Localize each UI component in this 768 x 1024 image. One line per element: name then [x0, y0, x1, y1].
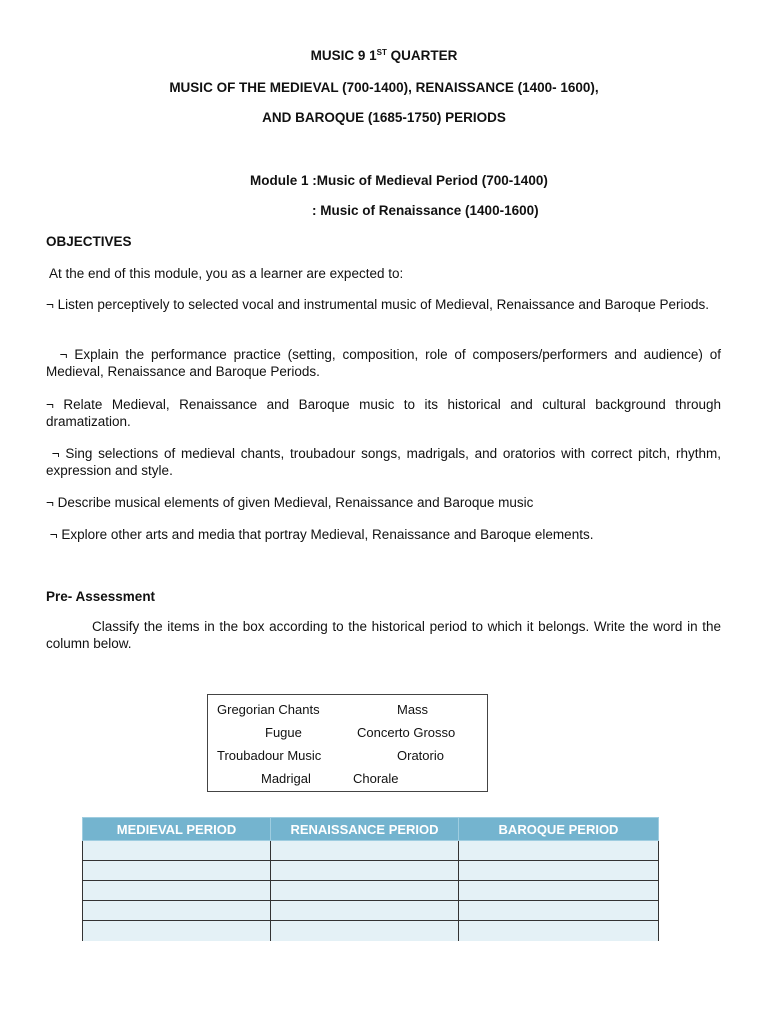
- table-cell[interactable]: [459, 921, 659, 942]
- table-cell[interactable]: [271, 861, 459, 881]
- table-row: [83, 841, 659, 861]
- preassessment-instruction: Classify the items in the box according to the historical period to which it belongs. Write the word in the column below.: [46, 619, 721, 651]
- table-cell[interactable]: [83, 861, 271, 881]
- objective-item: ¬ Sing selections of medieval chants, troubadour songs, madrigals, and oratorios with correct pitch, rhythm, expression and style.: [46, 446, 725, 478]
- word-box-item: Chorale: [353, 771, 399, 786]
- document-title: [0, 48, 768, 63]
- title-rest: QUARTER: [386, 48, 458, 63]
- word-box-item: Mass: [397, 702, 429, 717]
- objectives-heading: OBJECTIVES: [46, 234, 132, 249]
- title-main: MUSIC 9 1: [310, 48, 377, 63]
- module-line1: Module 1 :Music of Medieval Period (700-1400): [250, 173, 548, 188]
- word-box-item: Gregorian Chants: [217, 702, 320, 717]
- table-cell[interactable]: [271, 841, 459, 861]
- word-box-item: Concerto Grosso: [357, 725, 456, 740]
- table-row: [83, 861, 659, 881]
- table-cell[interactable]: [459, 841, 659, 861]
- objective-item: ¬ Relate Medieval, Renaissance and Baroque music to its historical and cultural background through dramatization.: [46, 397, 721, 429]
- objective-item: ¬ Describe musical elements of given Medieval, Renaissance and Baroque music: [46, 495, 534, 510]
- table-row: [83, 881, 659, 901]
- word-box-item: Oratorio: [397, 748, 444, 763]
- module-line2: : Music of Renaissance (1400-1600): [312, 203, 539, 218]
- header-baroque: BAROQUE PERIOD: [459, 818, 659, 841]
- table-row: [83, 901, 659, 921]
- objective-item: ¬ Listen perceptively to selected vocal and instrumental music of Medieval, Renaissance and Baroque Periods.: [46, 297, 709, 312]
- word-box-item: Troubadour Music: [217, 748, 322, 763]
- table-cell[interactable]: [271, 881, 459, 901]
- title-superscript: ST: [376, 48, 387, 57]
- table-cell[interactable]: [459, 861, 659, 881]
- word-box-item: Madrigal: [261, 771, 311, 786]
- header-medieval: MEDIEVAL PERIOD: [83, 818, 271, 841]
- document-subtitle-line1: MUSIC OF THE MEDIEVAL (700-1400), RENAISSANCE (1400- 1600),: [169, 80, 599, 95]
- objective-item: ¬ Explain the performance practice (setting, composition, role of composers/performers and audience) of Medieval, Renaissance and Baroque Periods.: [46, 347, 725, 379]
- period-table: [82, 817, 659, 941]
- objectives-intro: At the end of this module, you as a learner are expected to:: [46, 266, 404, 281]
- period-table-header: [83, 818, 659, 841]
- table-row: [83, 921, 659, 942]
- objective-item: ¬ Explore other arts and media that portray Medieval, Renaissance and Baroque elements.: [46, 527, 594, 542]
- header-renaissance: RENAISSANCE PERIOD: [271, 818, 459, 841]
- word-box-item: Fugue: [265, 725, 302, 740]
- table-cell[interactable]: [271, 901, 459, 921]
- table-cell[interactable]: [83, 841, 271, 861]
- preassessment-heading: Pre- Assessment: [46, 589, 156, 604]
- word-box: [207, 694, 488, 792]
- table-cell[interactable]: [83, 881, 271, 901]
- table-cell[interactable]: [83, 901, 271, 921]
- table-cell[interactable]: [459, 881, 659, 901]
- table-cell[interactable]: [459, 901, 659, 921]
- table-cell[interactable]: [83, 921, 271, 942]
- document-subtitle-line2: AND BAROQUE (1685-1750) PERIODS: [262, 110, 506, 125]
- table-cell[interactable]: [271, 921, 459, 942]
